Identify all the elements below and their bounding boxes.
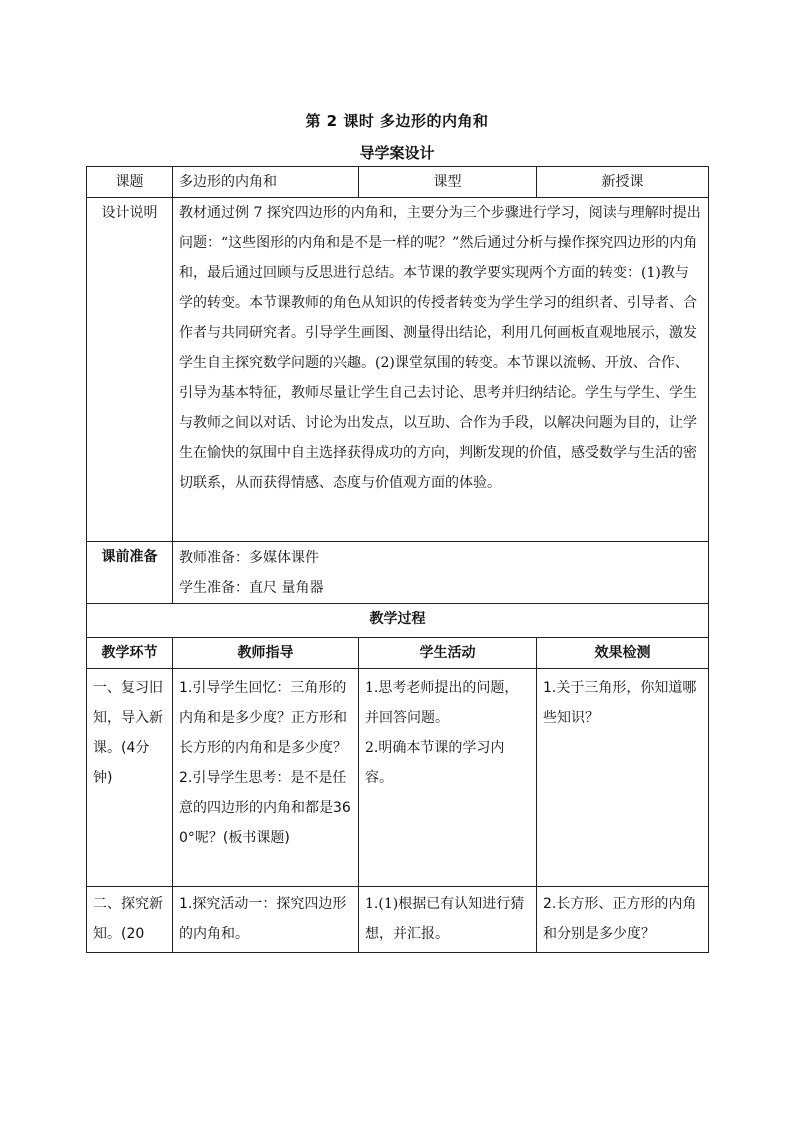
prep-content [173,542,709,604]
type-label: 课型 [359,167,537,198]
prep-student: 学生准备：直尺 量角器 [179,580,324,596]
row1-student-item-1: 1.思考老师提出的问题，并回答问题。 [365,680,519,726]
design-row [87,198,709,542]
table-row [87,669,709,887]
prep-row [87,542,709,604]
row1-teacher [173,669,359,887]
row2-student-item-1: 1.(1)根据已有认知进行猜想，并汇报。 [365,896,525,942]
page-title: 第 2 课时 多边形的内角和 [305,112,489,130]
header-check: 效果检测 [537,638,709,669]
lesson-plan-table [86,166,709,953]
design-label: 设计说明 [87,198,173,542]
row1-student-item-2: 2.明确本节课的学习内容。 [365,740,505,786]
row2-teacher [173,887,359,953]
row2-student [359,887,537,953]
row2-teacher-item-1: 1.探究活动一：探究四边形的内角和。 [179,896,347,942]
topic-label: 课题 [87,167,173,198]
row2-check: 2.长方形、正方形的内角和分别是多少度？ [537,887,709,953]
row1-stage: 一、复习旧知，导入新课。(4分钟) [87,669,173,887]
process-title: 教学过程 [87,604,709,638]
type-value: 新授课 [537,167,709,198]
header-student: 学生活动 [359,638,537,669]
process-header-row [87,638,709,669]
table-row [87,887,709,953]
row1-teacher-item-1: 1.引导学生回忆：三角形的内角和是多少度？正方形和长方形的内角和是多少度？ [179,680,347,756]
page-subtitle: 导学案设计 [359,144,435,162]
header-teacher: 教师指导 [173,638,359,669]
row1-student [359,669,537,887]
header-stage: 教学环节 [87,638,173,669]
row2-stage: 二、探究新知。(20 [87,887,173,953]
info-row [87,167,709,198]
prep-teacher: 教师准备：多媒体课件 [179,550,319,566]
process-title-row [87,604,709,638]
topic-value: 多边形的内角和 [173,167,359,198]
row1-check: 1.关于三角形，你知道哪些知识？ [537,669,709,887]
prep-label: 课前准备 [87,542,173,604]
row1-teacher-item-2: 2.引导学生思考：是不是任意的四边形的内角和都是360°呢？(板书课题) [179,770,351,846]
design-text: 教材通过例 7 探究四边形的内角和，主要分为三个步骤进行学习，阅读与理解时提出问题：“这些图形的内角和是不是一样的呢？”然后通过分析与操作探究四边形的内角和，最后通过回顾与反思进行总结。本节课的教学要实现两个方面的转变：(1)教与学的转变。本节课教师的角色从知识的传授者转变为学生学习的组织者、引导者、合作者与共同研究者。引导学生画图、测量得出结论，利用几何画板直观地展示，激发学生自主探究数学问题的兴趣。(2)课堂氛围的转变。本节课以流畅、开放、合作、引导为基本特征，教师尽量让学生自己去讨论、思考并归纳结论。学生与学生、学生与教师之间以对话、讨论为出发点，以互助、合作为手段，以解决问题为目的，让学生在愉快的氛围中自主选择获得成功的方向，判断发现的价值，感受数学与生活的密切联系，从而获得情感、态度与价值观方面的体验。 [173,198,709,542]
